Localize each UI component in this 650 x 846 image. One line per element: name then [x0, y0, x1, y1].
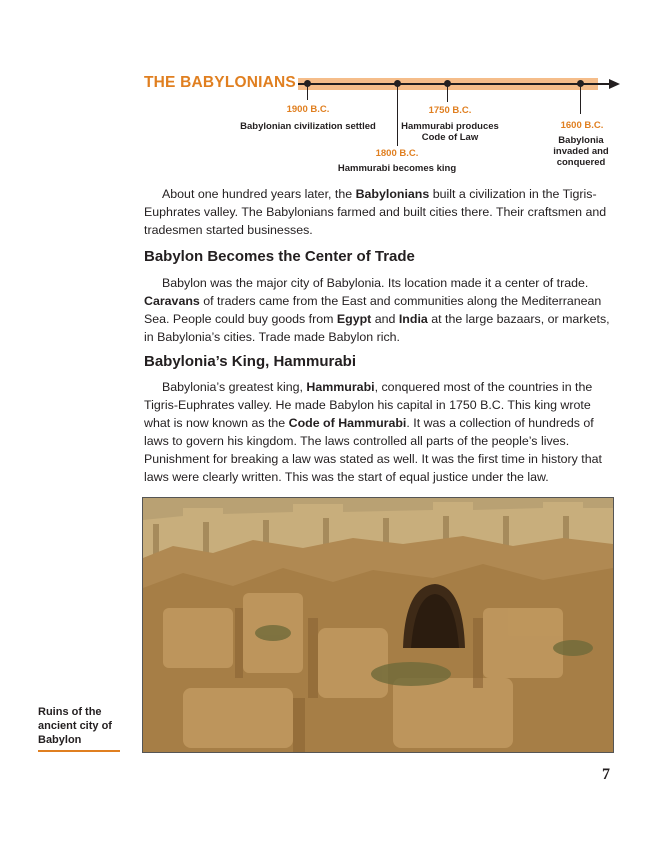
term-code-of-hammurabi: Code of Hammurabi: [288, 416, 407, 430]
heading-center-of-trade: Babylon Becomes the Center of Trade: [144, 248, 415, 265]
timeline-event-1900: Babylonian civilization settled: [240, 121, 376, 132]
timeline-line: [298, 83, 610, 85]
timeline-year-1800: 1800 B.C.: [375, 148, 419, 159]
timeline-tick-1900: [307, 84, 308, 100]
timeline-event-1800: Hammurabi becomes king: [337, 163, 457, 174]
timeline-tick-1600: [580, 84, 581, 114]
timeline-year-1600: 1600 B.C.: [560, 120, 604, 131]
babylon-ruins-photo: [142, 497, 614, 753]
intro-paragraph: About one hundred years later, the Babylonians built a civilization in the Tigris-Euphrates valley. The Babylonians farmed and built cities there. Their craftsmen and tradesmen started businesses.: [144, 187, 607, 237]
timeline-arrow-icon: [609, 79, 620, 89]
heading-hammurabi: Babylonia’s King, Hammurabi: [144, 353, 356, 370]
hammurabi-paragraph: Babylonia’s greatest king, Hammurabi, conquered most of the countries in the Tigris-Euphrates valley. He made Babylon his capital in 1750 B.C. This king wrote what is now known as the Code of Hammurabi. It was a collection of hundreds of laws to govern his kingdom. The laws controlled all parts of the people’s lives. Punishment for breaking a law was stated as well. It was the first time in history that laws were clearly written. This was the start of equal justice under the law.: [144, 380, 602, 484]
photo-caption: Ruins of the ancient city of Babylon: [38, 706, 112, 746]
timeline-year-1900: 1900 B.C.: [286, 104, 330, 115]
term-egypt: Egypt: [336, 312, 372, 326]
timeline-event-1600: Babylonia invaded and conquered: [553, 135, 609, 168]
page-number: 7: [602, 766, 610, 783]
timeline-year-1750: 1750 B.C.: [428, 105, 472, 116]
term-hammurabi: Hammurabi: [306, 380, 375, 394]
trade-paragraph: Babylon was the major city of Babylonia. Its location made it a center of trade. Caravans of traders came from the East and communities along the Mediterranean Sea. People could buy goods from Egypt and India at the large bazaars, or markets, in Babylonia’s cities. Trade made Babylon rich.: [144, 276, 610, 344]
term-india: India: [398, 312, 428, 326]
timeline-tick-1750: [447, 84, 448, 102]
caption-rule: [38, 750, 120, 752]
term-babylonians: Babylonians: [355, 187, 430, 201]
timeline-title: THE BABYLONIANS: [144, 74, 296, 91]
term-caravans: Caravans: [144, 294, 200, 308]
timeline-event-1750: Hammurabi produces Code of Law: [401, 121, 499, 143]
